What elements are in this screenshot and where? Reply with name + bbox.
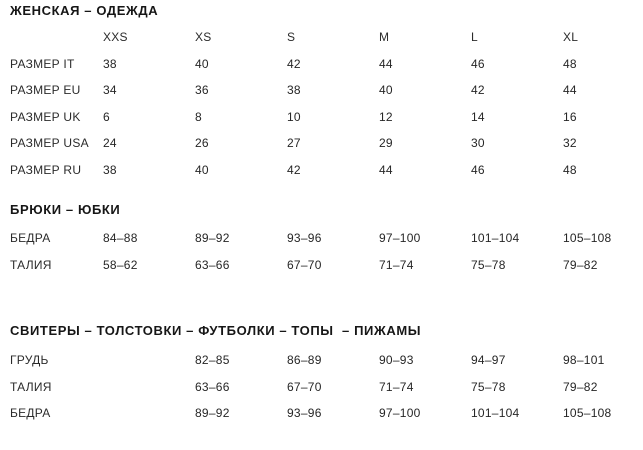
size-value: 105–108 [563,231,612,246]
size-value: 86–89 [287,353,322,368]
size-value: 44 [379,162,393,177]
size-value: 16 [563,109,577,124]
table-row-chest [10,347,643,374]
size-value: 12 [379,109,393,124]
size-value: 75–78 [471,257,506,272]
size-value: 90–93 [379,353,414,368]
size-value: 30 [471,136,485,151]
column-header-xl: XL [563,30,579,45]
table-row-size-it [10,51,643,78]
size-value: 36 [195,83,209,98]
section-title-women-clothing: ЖЕНСКАЯ – ОДЕЖДА [10,3,159,18]
size-value: 24 [103,136,117,151]
size-value: 46 [471,162,485,177]
size-value: 38 [103,56,117,71]
size-value: 101–104 [471,406,520,421]
size-value: 44 [379,56,393,71]
table-row-hips [10,225,643,252]
size-value: 48 [563,162,577,177]
size-value: 48 [563,56,577,71]
size-value: 34 [103,83,117,98]
table-row-waist [10,252,643,279]
column-header-l: L [471,30,478,45]
size-value: 42 [287,56,301,71]
size-value: 101–104 [471,231,520,246]
row-label: ТАЛИЯ [10,379,52,394]
size-value: 93–96 [287,231,322,246]
size-value: 38 [103,162,117,177]
size-value: 79–82 [563,379,598,394]
row-label: РАЗМЕР IT [10,56,75,71]
size-value: 94–97 [471,353,506,368]
size-value: 105–108 [563,406,612,421]
column-header-xxs: XXS [103,30,128,45]
size-value: 71–74 [379,257,414,272]
row-label: ГРУДЬ [10,353,49,368]
table-row-size-usa [10,130,643,157]
section-women-clothing [10,3,643,183]
size-value: 42 [471,83,485,98]
size-value: 63–66 [195,257,230,272]
size-value: 29 [379,136,393,151]
size-value: 38 [287,83,301,98]
table-row-size-eu [10,77,643,104]
size-value: 40 [195,162,209,177]
size-value: 63–66 [195,379,230,394]
size-value: 27 [287,136,301,151]
table-row-hips [10,400,643,427]
size-value: 98–101 [563,353,605,368]
size-value: 8 [195,109,202,124]
size-value: 93–96 [287,406,322,421]
size-value: 97–100 [379,406,421,421]
row-label: БЕДРА [10,231,51,246]
section-title-pants-skirts: БРЮКИ – ЮБКИ [10,202,121,217]
section-title-sweaters-tops-pajamas: СВИТЕРЫ – ТОЛСТОВКИ – ФУТБОЛКИ – ТОПЫ – ПИЖАМЫ [10,323,422,338]
size-value: 26 [195,136,209,151]
row-label: ТАЛИЯ [10,257,52,272]
row-label: РАЗМЕР UK [10,109,81,124]
row-label: РАЗМЕР USA [10,136,89,151]
section-pants-skirts [10,202,643,278]
column-header-m: M [379,30,390,45]
size-value: 89–92 [195,406,230,421]
size-value: 32 [563,136,577,151]
size-value: 44 [563,83,577,98]
table-row-waist [10,374,643,401]
row-label: БЕДРА [10,406,51,421]
column-header-row [10,24,643,51]
size-value: 10 [287,109,301,124]
column-header-s: S [287,30,296,45]
size-value: 40 [195,56,209,71]
table-row-size-uk [10,104,643,131]
size-value: 58–62 [103,257,138,272]
size-value: 82–85 [195,353,230,368]
row-label: РАЗМЕР RU [10,162,82,177]
size-value: 14 [471,109,485,124]
column-header-xs: XS [195,30,212,45]
size-value: 6 [103,109,110,124]
size-value: 46 [471,56,485,71]
size-value: 84–88 [103,231,138,246]
size-value: 67–70 [287,379,322,394]
size-value: 75–78 [471,379,506,394]
size-value: 40 [379,83,393,98]
section-sweaters-tops-pajamas [10,323,643,427]
size-value: 42 [287,162,301,177]
size-value: 79–82 [563,257,598,272]
row-label: РАЗМЕР EU [10,83,81,98]
size-value: 71–74 [379,379,414,394]
size-value: 97–100 [379,231,421,246]
table-row-size-ru [10,157,643,184]
size-value: 67–70 [287,257,322,272]
size-value: 89–92 [195,231,230,246]
